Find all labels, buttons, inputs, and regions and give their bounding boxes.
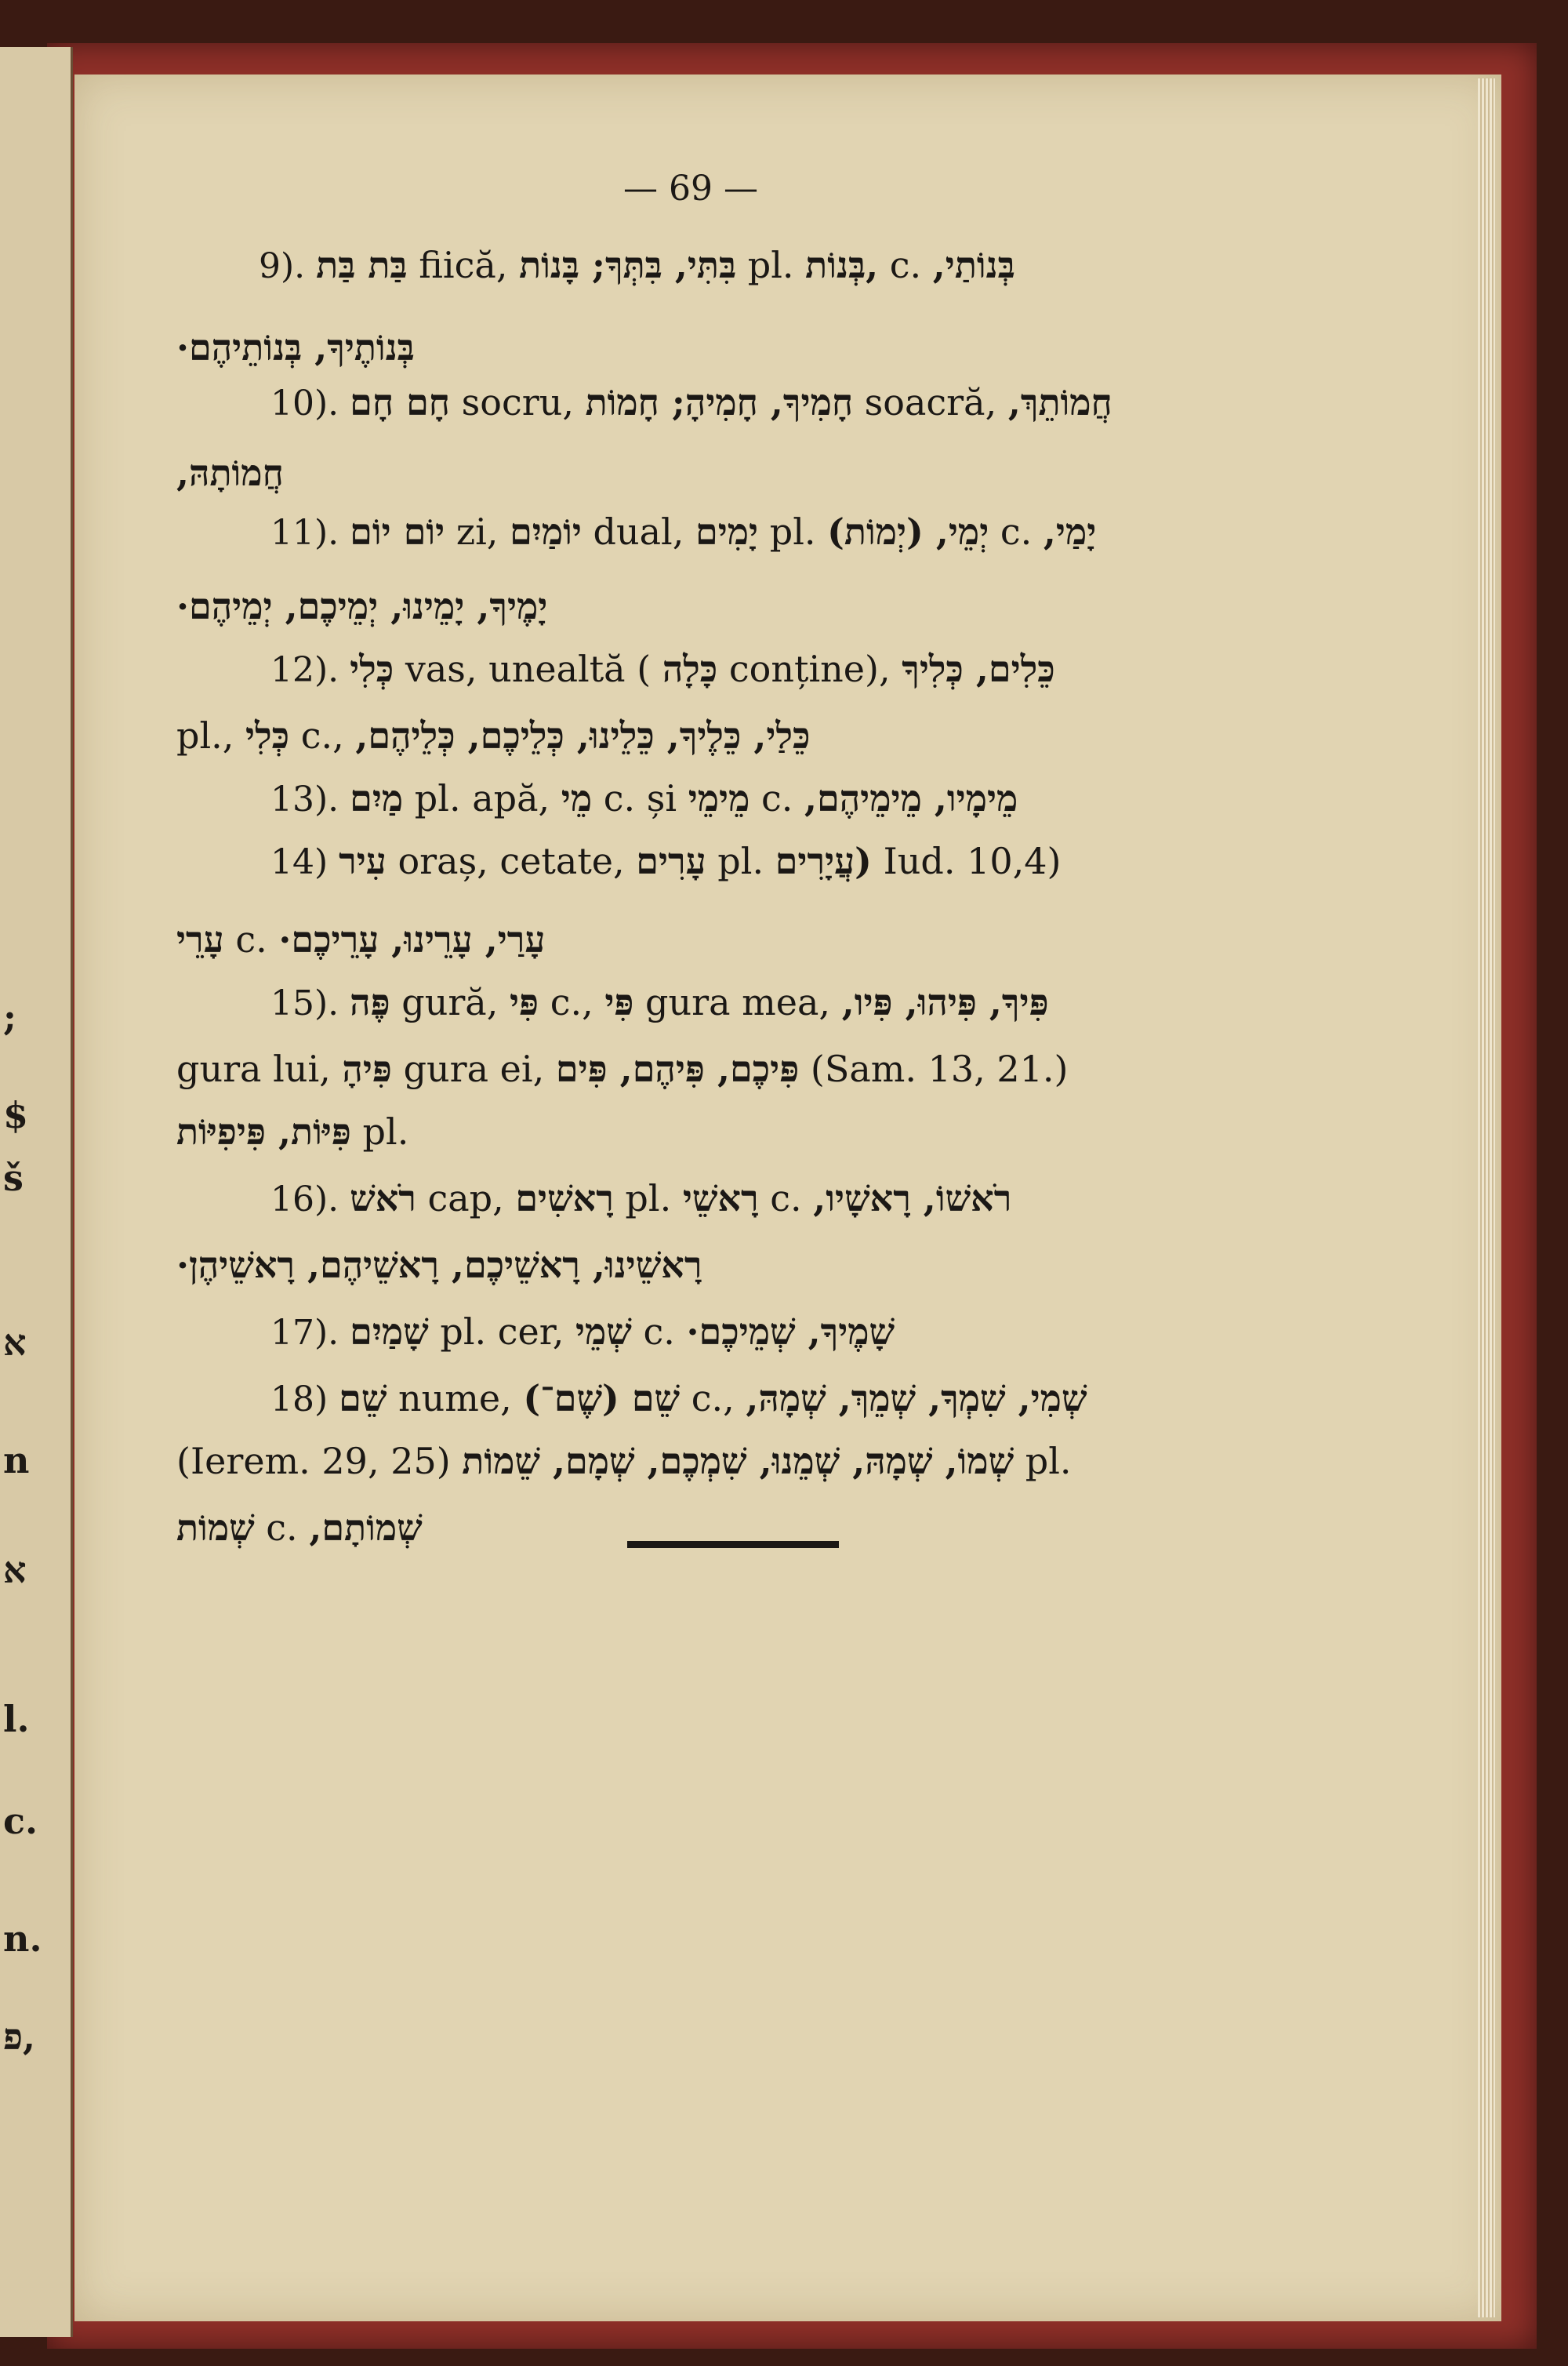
- text-line: gura lui, פִּיהָ gura ei, פִּיכֶם, פִּיהֶם, פִּים (Sam. 13, 21.): [176, 1048, 1069, 1090]
- left-fragment: n.: [3, 1917, 42, 1960]
- text-line: 13). מַיִם pl. apă, מֵי c. și מֵימֵי c. מֵימָיו, מֵימֵיהֶם,: [270, 777, 1018, 820]
- text-line: 10). חָם חָם socru, חָמִיךָ, חָמִיהָ; חָמוֹת soacră, חֲמוֹתֵךְ,: [270, 381, 1112, 423]
- page-number: — 69 —: [623, 169, 758, 209]
- text-line: pl., כְּלִי c., כֵּלַי, כֵּלֶיךָ, כֵּלֵינוּ, כְּלֵיכֶם, כְּלֵיהֶם,: [176, 714, 811, 757]
- text-line: פִּיּוֹת, פִּיפִיּוֹת pl.: [176, 1110, 409, 1153]
- text-line: 18) שֵׁם nume, שֵׁם (שֶׁם־) c., שְׁמִי, שִׁמְךָ, שְׁמֵךְ, שְׁמָהּ,: [270, 1377, 1087, 1419]
- text-line: חֲמוֹתָהּ,: [176, 452, 284, 494]
- text-line: בְּנוֹתֶיךָ, בְּנוֹתֵיהֶם·: [176, 326, 415, 369]
- left-fragment: š: [3, 1157, 24, 1199]
- text-line: (Ierem. 29, 25) שְׁמוֹ, שְׁמָהּ, שְׁמֵנוּ, שִׁמְכֶם, שְׁמָם, שֵׁמוֹת pl.: [176, 1440, 1072, 1482]
- section-rule: [627, 1541, 839, 1548]
- left-fragment: $: [3, 1094, 29, 1136]
- text-line: 17). שָׁמַיִם pl. cer, שְׁמֵי c. שָׁמֶיךָ, שְׁמֵיכֶם·: [270, 1310, 895, 1353]
- text-line: 12). כְּלִי vas, unealtă ( כָּלָה conține), כֵּלִים, כְּלִיךָ: [270, 648, 1055, 690]
- left-fragment: l.: [3, 1698, 30, 1740]
- text-line: יָמֶיךָ, יָמֵינוּ, יְמֵיכֶם, יְמֵיהֶם·: [176, 585, 548, 627]
- left-fragment: פ,: [3, 2015, 36, 2058]
- left-fragment: ;: [3, 996, 16, 1038]
- page-text: [74, 75, 1501, 2321]
- text-line: עָרֵי c. עָרַי, עָרֵינוּ, עָרֵיכֶם·: [176, 918, 546, 961]
- left-fragment: c.: [3, 1800, 38, 1842]
- text-line: 9). בַּת בַּת fiică, בִּתִּי, בִּתְּךָ; בָּנוֹת pl. ,בְּנוֹת c. בְּנוֹתַי,: [259, 244, 1015, 286]
- left-page-edge: [0, 47, 73, 2337]
- left-fragment: n: [3, 1439, 30, 1481]
- text-line: 15). פֶּה gură, פִּי c., פִּי gura mea, פִּיךָ, פִּיהוּ, פִּיו,: [270, 981, 1049, 1023]
- text-line: 16). רֹאשׁ cap, רָאשִׁים pl. רָאשֵׁי c. רֹאשׁוֹ, רָאשָׁיו,: [270, 1177, 1012, 1219]
- text-line: 14) עִיר oraș, cetate, עָרִים pl. (עֲיָרִים Iud. 10,4): [270, 840, 1062, 882]
- left-fragment: א: [3, 1321, 27, 1364]
- left-fragment: א: [3, 1549, 27, 1591]
- page-edge: [1478, 78, 1495, 2317]
- text-line: רָאשֵׁינוּ, רָאשֵׁיכֶם, רָאשֵׁיהֶם, רָאשֵׁיהֶן·: [176, 1244, 702, 1286]
- book-page: [74, 75, 1501, 2321]
- text-line: 11). יוֹם יוֹם zi, יוֹמַיִם dual, יָמִים pl. יְמֵי, (יְמוֹת) c. יָמַי,: [270, 511, 1097, 553]
- text-line: שְׁמוֹת c. שְׁמוֹתָם,: [176, 1506, 423, 1549]
